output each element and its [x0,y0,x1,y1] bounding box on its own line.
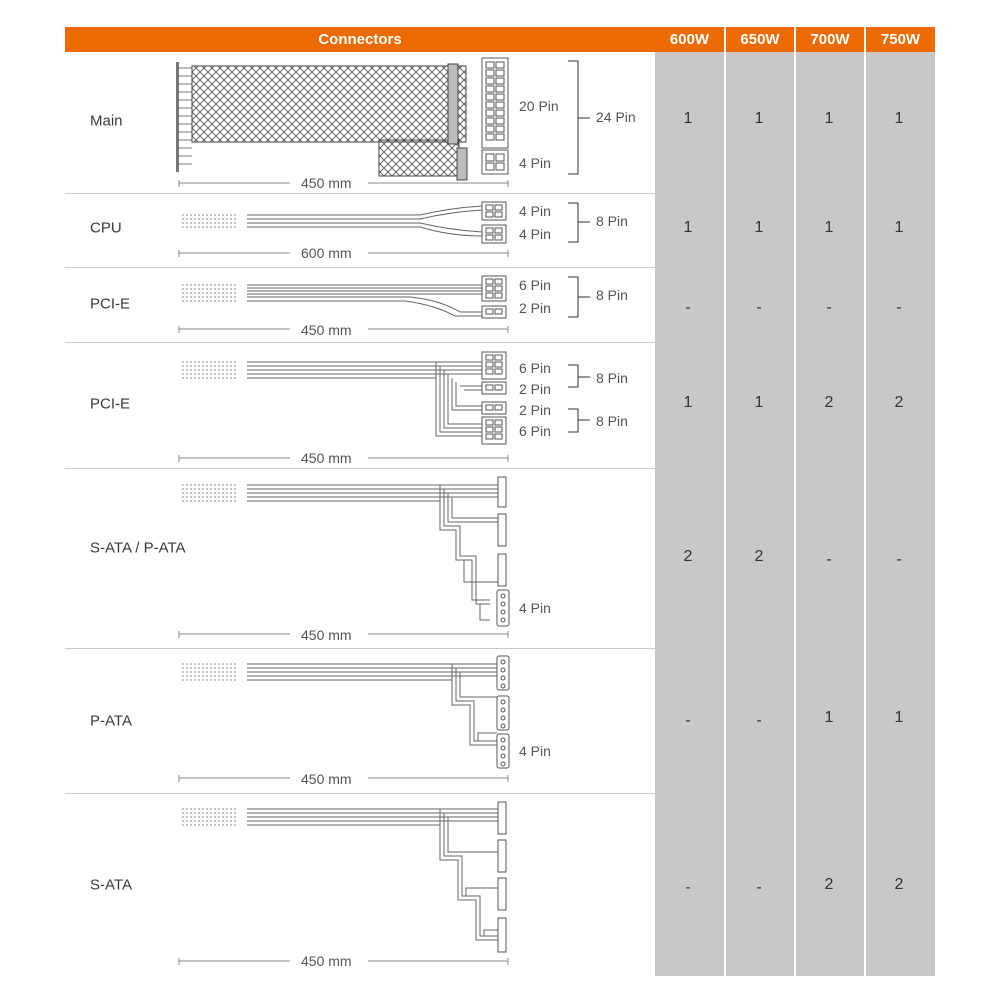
pin-label: 20 Pin [519,98,559,114]
pin-label: 4 Pin [519,155,551,171]
cable-length-label: 450 mm [301,175,352,191]
value-cell: - [826,299,832,316]
value-cell: 1 [683,394,693,411]
model-header-750w: 750W [866,27,935,52]
sata-cable-drawing [179,802,508,965]
pin-label: 6 Pin [519,423,551,439]
pin-group-label: 8 Pin [596,413,628,429]
value-cell: - [756,712,762,729]
value-cell: - [756,879,762,896]
value-cell: - [896,299,902,316]
connectors-header: Connectors [65,27,655,52]
value-cell: 2 [754,548,764,565]
row-label-pcie: PCI-E [90,295,131,313]
value-cell: 1 [894,219,904,236]
pin-label: 4 Pin [519,226,551,242]
pin-label: 2 Pin [519,402,551,418]
value-cell: 2 [683,548,693,565]
sata-pata-cable-drawing [179,477,509,638]
pin-label: 4 Pin [519,600,551,616]
pin-group-label: 8 Pin [596,370,628,386]
pin-label: 2 Pin [519,300,551,316]
row-label-cpu: CPU [90,219,122,237]
value-cell: - [685,299,691,316]
value-cell: 1 [824,709,834,726]
pin-label: 4 Pin [519,743,551,759]
value-cell: 1 [894,709,904,726]
cable-length-label: 450 mm [301,953,352,969]
row-label-sata-pata: S-ATA / P-ATA [90,539,186,557]
value-cell: 1 [754,394,764,411]
value-cell: 2 [894,394,904,411]
row-label-sata: S-ATA [90,876,132,894]
model-header-600w: 600W [655,27,724,52]
value-cell: 1 [683,219,693,236]
cable-length-label: 450 mm [301,627,352,643]
pin-label: 6 Pin [519,277,551,293]
value-cell: 1 [824,219,834,236]
value-cell: - [685,712,691,729]
value-cell: - [896,551,902,568]
cable-length-label: 450 mm [301,771,352,787]
row-label-pata: P-ATA [90,712,132,730]
value-cell: 1 [754,110,764,127]
value-cell: 2 [824,394,834,411]
model-header-700w: 700W [796,27,864,52]
pin-group-label: 24 Pin [596,109,636,125]
value-cell: - [826,551,832,568]
pin-label: 6 Pin [519,360,551,376]
value-cell: 1 [754,219,764,236]
pin-label: 2 Pin [519,381,551,397]
cable-length-label: 450 mm [301,322,352,338]
cable-length-label: 600 mm [301,245,352,261]
row-label-main: Main [90,112,123,130]
pin-group-label: 8 Pin [596,287,628,303]
value-cell: 1 [894,110,904,127]
value-cell: 1 [824,110,834,127]
value-cell: 1 [683,110,693,127]
value-cell: 2 [824,876,834,893]
value-cell: - [756,299,762,316]
model-header-650w: 650W [726,27,794,52]
pin-group-label: 8 Pin [596,213,628,229]
value-cell: 2 [894,876,904,893]
pata-cable-drawing [179,656,509,782]
row-label-pcie-dual: PCI-E [90,395,131,413]
pin-label: 4 Pin [519,203,551,219]
value-cell: - [685,879,691,896]
cable-length-label: 450 mm [301,450,352,466]
